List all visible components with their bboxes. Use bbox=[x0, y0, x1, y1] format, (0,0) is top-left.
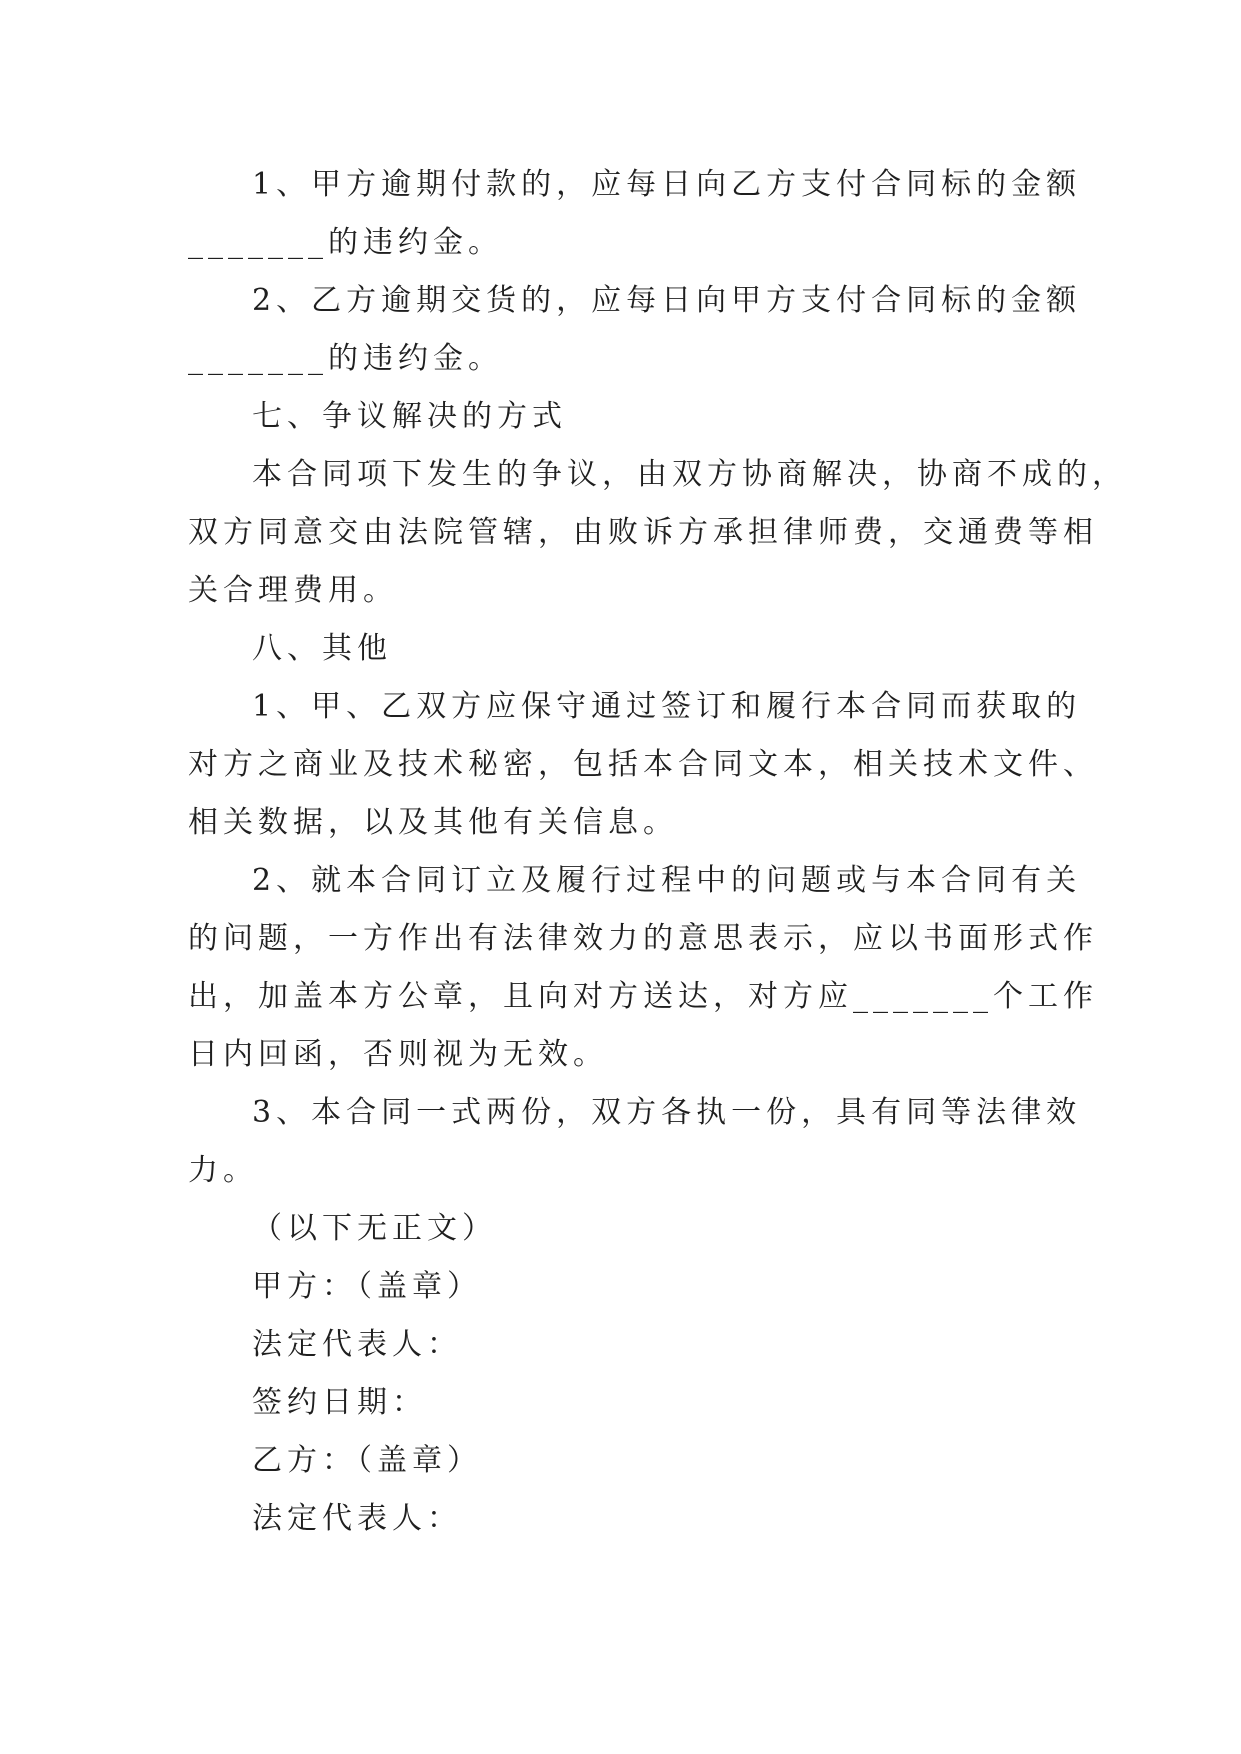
clause-6-2-line-2: _______的违约金。 bbox=[188, 341, 503, 376]
signing-date-label: 签约日期： bbox=[252, 1385, 427, 1420]
section-7-line-2: 双方同意交由法院管辖，由败诉方承担律师费，交通费等相 bbox=[188, 515, 1098, 550]
clause-8-1-line-1: 1、甲、乙双方应保守通过签订和履行本合同而获取的 bbox=[252, 689, 1082, 724]
clause-6-1-line-2: _______的违约金。 bbox=[188, 225, 503, 260]
section-7-line-1: 本合同项下发生的争议，由双方协商解决，协商不成的， bbox=[252, 457, 1127, 492]
clause-8-1-line-3: 相关数据，以及其他有关信息。 bbox=[188, 805, 678, 840]
no-text-below-note: （以下无正文） bbox=[252, 1211, 497, 1246]
clause-8-3-line-1: 3、本合同一式两份，双方各执一份，具有同等法律效 bbox=[252, 1095, 1082, 1130]
clause-8-2-line-3: 出，加盖本方公章，且向对方送达，对方应_______个工作 bbox=[188, 979, 1098, 1014]
section-7-heading: 七、争议解决的方式 bbox=[252, 399, 567, 434]
clause-8-1-line-2: 对方之商业及技术秘密，包括本合同文本，相关技术文件、 bbox=[188, 747, 1098, 782]
section-8-heading: 八、其他 bbox=[252, 631, 392, 666]
party-b-seal-label: 乙方：（盖章） bbox=[252, 1443, 482, 1478]
clause-8-2-line-1: 2、就本合同订立及履行过程中的问题或与本合同有关 bbox=[252, 863, 1082, 898]
party-a-representative-label: 法定代表人： bbox=[252, 1327, 462, 1362]
party-b-representative-label: 法定代表人： bbox=[252, 1501, 462, 1536]
clause-6-2-line-1: 2、乙方逾期交货的，应每日向甲方支付合同标的金额 bbox=[252, 283, 1082, 318]
party-a-seal-label: 甲方：（盖章） bbox=[252, 1269, 482, 1304]
clause-8-2-line-4: 日内回函，否则视为无效。 bbox=[188, 1037, 608, 1072]
clause-8-2-line-2: 的问题，一方作出有法律效力的意思表示，应以书面形式作 bbox=[188, 921, 1098, 956]
section-7-line-3: 关合理费用。 bbox=[188, 573, 398, 608]
clause-6-1-line-1: 1、甲方逾期付款的，应每日向乙方支付合同标的金额 bbox=[252, 167, 1082, 202]
document-body bbox=[188, 156, 1127, 1548]
clause-8-3-line-2: 力。 bbox=[188, 1153, 258, 1188]
